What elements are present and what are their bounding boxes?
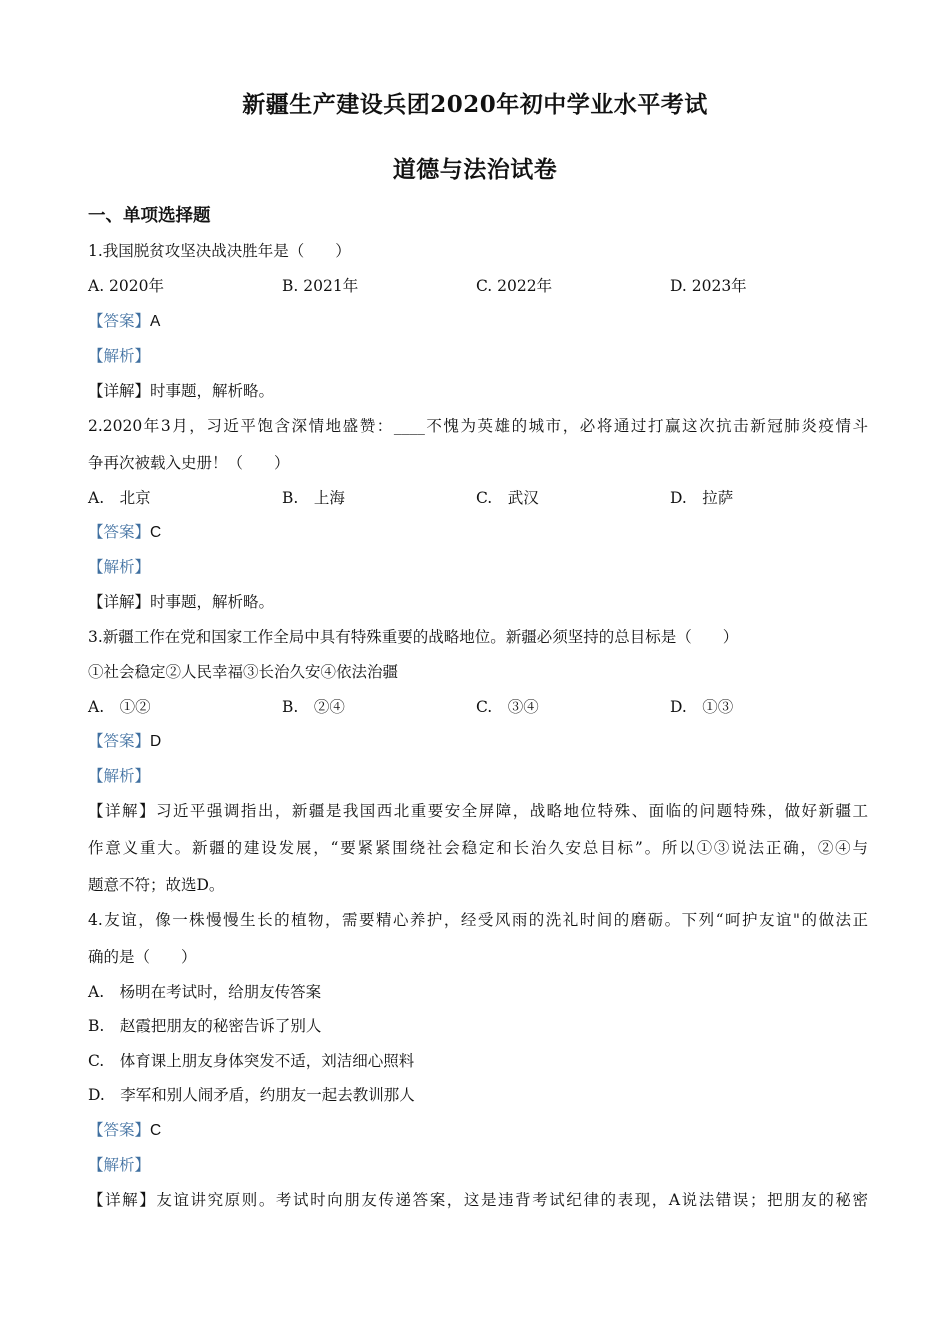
analysis-line [88, 346, 868, 366]
detail-label: 【详解】 [88, 382, 151, 400]
answer-label: 【答案】 [88, 1121, 151, 1139]
answer-line [88, 522, 868, 543]
option-d: D. 2023年 [670, 277, 747, 295]
option-a: A. ①② [88, 698, 151, 716]
detail-text: 时事题，解析略。 [150, 593, 275, 611]
option-a: A. 北京 [88, 489, 151, 507]
analysis-line [88, 766, 868, 786]
detail-label: 【详解】 [88, 802, 156, 820]
option-b: B. 赵霞把朋友的秘密告诉了别人 [88, 1017, 322, 1035]
analysis-label: 【解析】 [88, 1156, 151, 1174]
option-d: D. 拉萨 [670, 489, 734, 507]
detail-line [88, 1190, 868, 1210]
question-stem-cont: 确的是（ ） [88, 948, 197, 966]
detail-label: 【详解】 [88, 593, 151, 611]
option-a: A. 杨明在考试时，给朋友传答案 [88, 983, 322, 1001]
option-c: C. ③④ [476, 698, 539, 716]
detail-label: 【详解】 [88, 1191, 157, 1209]
answer-value: D [150, 733, 162, 750]
detail-line [88, 592, 868, 612]
option-b: B. 上海 [282, 489, 345, 507]
option-c: C. 武汉 [476, 489, 539, 507]
analysis-label: 【解析】 [88, 767, 151, 785]
question-stem: 3.新疆工作在党和国家工作全局中具有特殊重要的战略地位。新疆必须坚持的总目标是（ ） [88, 628, 739, 646]
answer-label: 【答案】 [88, 523, 151, 541]
detail-line [88, 801, 868, 821]
detail-text: 时事题，解析略。 [150, 382, 275, 400]
answer-label: 【答案】 [88, 732, 151, 750]
analysis-line [88, 557, 868, 577]
detail-text: 友谊讲究原则。考试时向朋友传递答案，这是违背考试纪律的表现，A说法错误；把朋友的秘密 [156, 1191, 868, 1209]
answer-line [88, 311, 868, 332]
question-stem-cont: ①社会稳定②人民幸福③长治久安④依法治疆 [88, 663, 399, 681]
option-b: B. ②④ [282, 698, 345, 716]
analysis-label: 【解析】 [88, 558, 151, 576]
option-c: C. 2022年 [476, 277, 553, 295]
analysis-line [88, 1155, 868, 1175]
section-heading: 一、单项选择题 [88, 206, 211, 226]
option-d: D. 李军和别人闹矛盾，约朋友一起去教训那人 [88, 1086, 415, 1104]
option-a: A. 2020年 [88, 277, 164, 295]
option-b: B. 2021年 [282, 277, 359, 295]
answer-value: A [150, 313, 161, 330]
answer-label: 【答案】 [88, 312, 151, 330]
exam-subtitle: 道德与法治试卷 [392, 156, 558, 183]
answer-line [88, 731, 868, 752]
answer-value: C [150, 524, 162, 541]
question-stem: 1.我国脱贫攻坚决战决胜年是（ ） [88, 242, 351, 260]
exam-title: 新疆生产建设兵团2020年初中学业水平考试 [242, 91, 708, 118]
question-stem-cont: 争再次被载入史册！（ ） [88, 454, 290, 472]
question-stem: 2.2020年3月，习近平饱含深情地盛赞：____不愧为英雄的城市，必将通过打赢这次抗击新冠肺炎疫情斗 [88, 417, 868, 435]
detail-line-cont: 题意不符；故选D。 [88, 876, 225, 894]
option-c: C. 体育课上朋友身体突发不适，刘洁细心照料 [88, 1052, 415, 1070]
question-stem: 4.友谊，像一株慢慢生长的植物，需要精心养护，经受风雨的洗礼时间的磨砺。下列“呵护友谊"的做法正 [88, 911, 868, 929]
detail-line-cont: 作意义重大。新疆的建设发展，“要紧紧围绕社会稳定和长治久安总目标”。所以①③说法正确，②④与 [88, 839, 868, 857]
detail-text: 习近平强调指出，新疆是我国西北重要安全屏障，战略地位特殊、面临的问题特殊，做好新疆工 [155, 802, 868, 820]
option-d: D. ①③ [670, 698, 734, 716]
analysis-label: 【解析】 [88, 347, 151, 365]
detail-line [88, 381, 868, 401]
answer-value: C [150, 1122, 162, 1139]
answer-line [88, 1120, 868, 1141]
